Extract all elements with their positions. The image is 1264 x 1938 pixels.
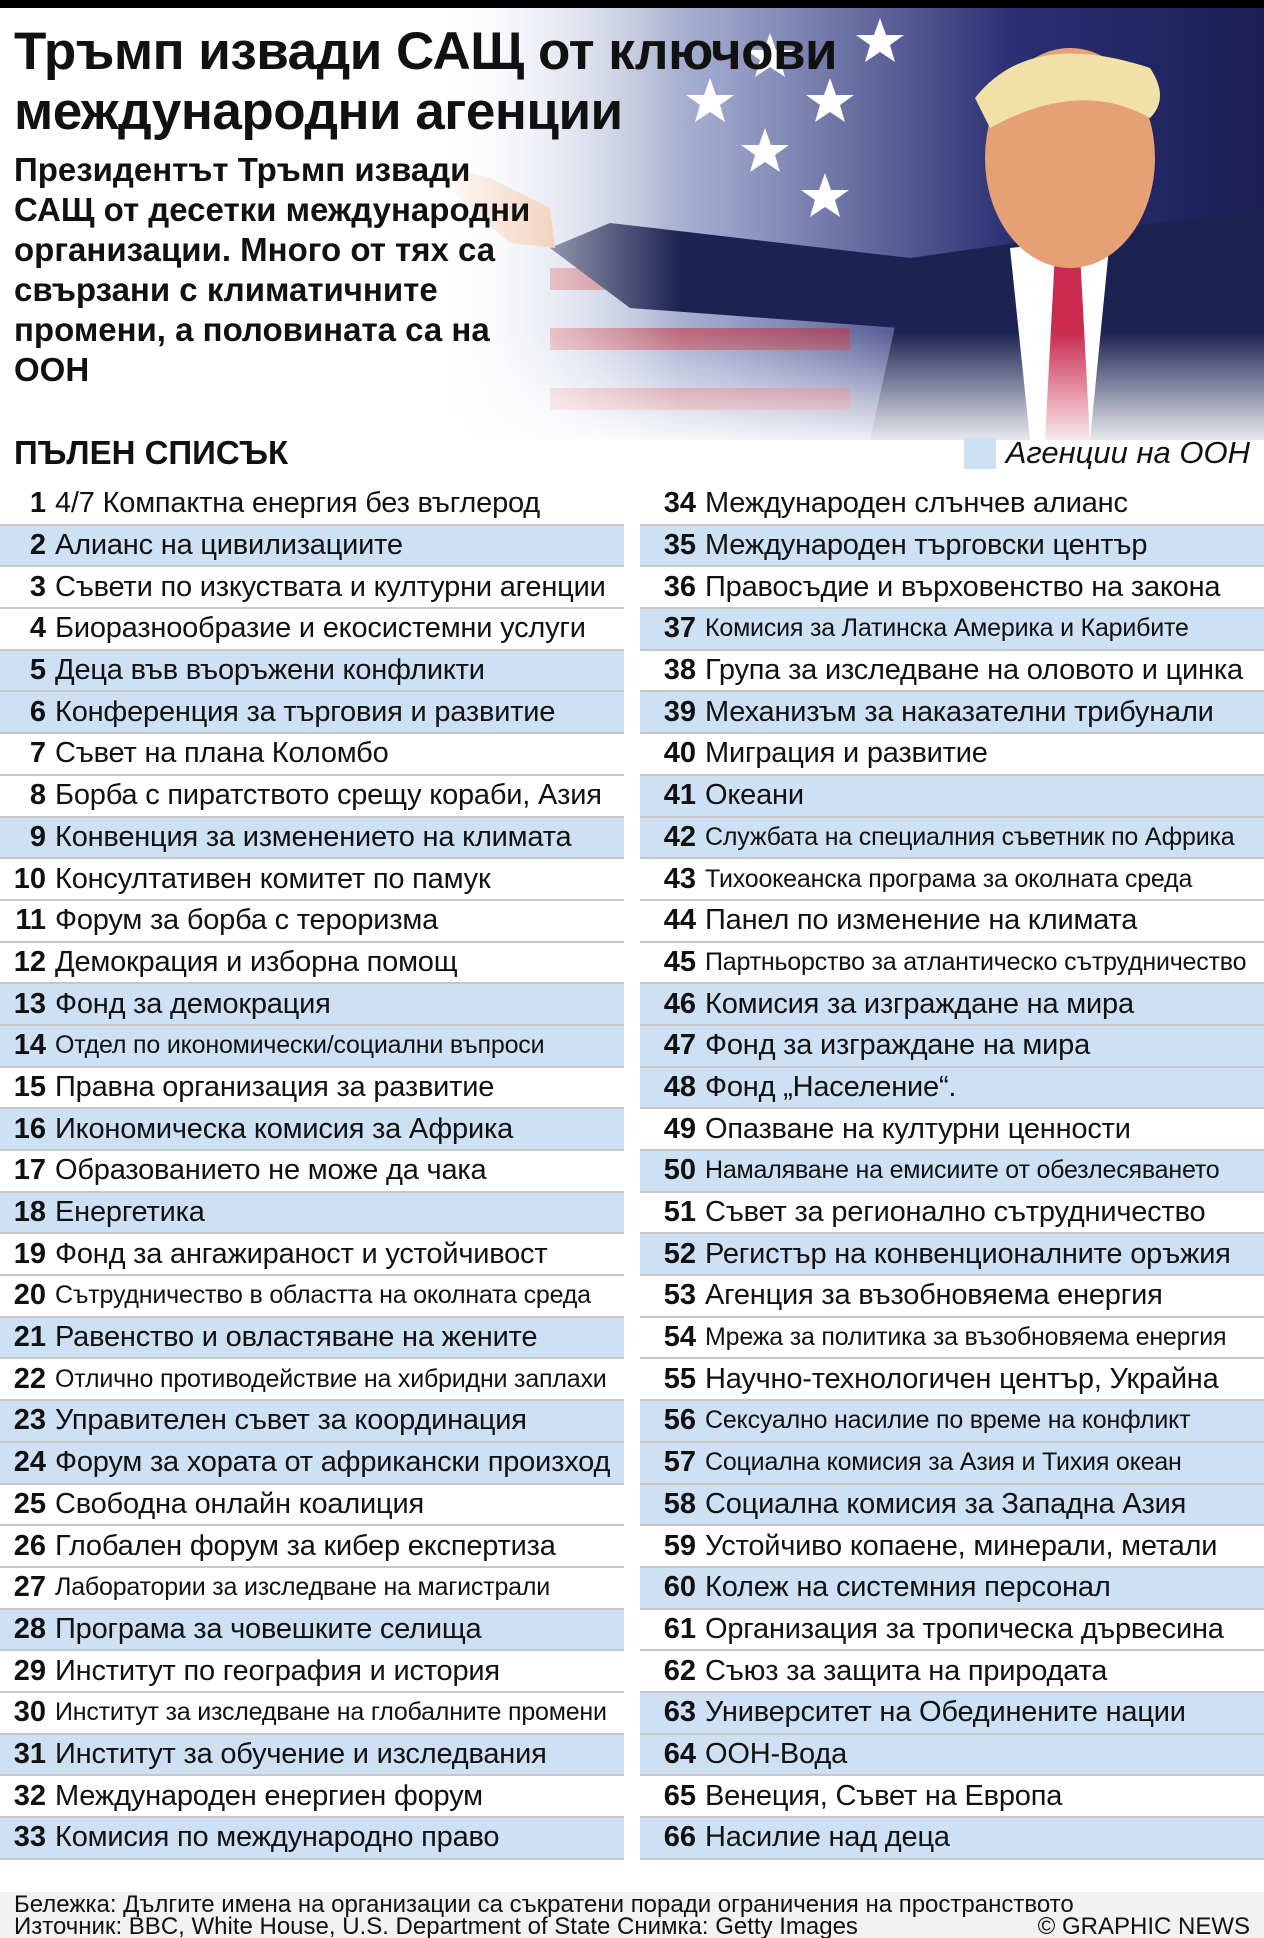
agency-number: 61 xyxy=(663,1612,696,1645)
agency-row xyxy=(0,776,624,818)
agency-number: 66 xyxy=(663,1821,696,1854)
agency-name: Международен търговски център xyxy=(705,529,1148,562)
agency-name: Правна организация за развитие xyxy=(55,1070,495,1103)
agency-number: 8 xyxy=(29,779,46,812)
agency-number: 9 xyxy=(29,820,46,853)
agency-name: Биоразнообразие и екосистемни услуги xyxy=(55,612,586,645)
agency-number: 40 xyxy=(663,737,696,770)
agency-name: Устойчиво копаене, минерали, метали xyxy=(705,1529,1218,1562)
agency-name: Съвет за регионално сътрудничество xyxy=(705,1196,1206,1229)
agency-number: 56 xyxy=(663,1404,696,1437)
agency-row xyxy=(0,1026,624,1068)
agency-number: 15 xyxy=(13,1070,46,1103)
agency-row xyxy=(640,526,1264,568)
agency-number: 13 xyxy=(13,987,46,1020)
legend xyxy=(964,432,1250,474)
agency-row xyxy=(0,818,624,860)
agency-number: 33 xyxy=(13,1821,46,1854)
agency-number: 62 xyxy=(663,1654,696,1687)
agency-number: 55 xyxy=(663,1362,696,1395)
agency-name: Институт по география и история xyxy=(55,1654,500,1687)
agency-name: Регистър на конвенционалните оръжия xyxy=(705,1237,1231,1270)
agency-name: Равенство и овластяване на жените xyxy=(55,1321,538,1354)
agency-name: Организация за тропическа дървесина xyxy=(705,1612,1224,1645)
agency-row xyxy=(640,1193,1264,1235)
agency-name: Конвенция за изменението на климата xyxy=(55,820,572,853)
agency-row xyxy=(640,1443,1264,1485)
agency-row xyxy=(0,1735,624,1777)
agency-number: 60 xyxy=(663,1571,696,1604)
agency-name: Службата на специалния съветник по Африка xyxy=(705,822,1235,851)
agency-row xyxy=(640,1693,1264,1735)
agency-name: Фонд за демокрация xyxy=(55,987,331,1020)
agency-name: Опазване на културни ценности xyxy=(705,1112,1131,1145)
agency-name: Образованието не може да чака xyxy=(55,1154,487,1187)
agency-name: Форум за борба с тероризма xyxy=(55,904,439,937)
list-heading: ПЪЛЕН СПИСЪК xyxy=(14,434,289,471)
agency-number: 21 xyxy=(13,1321,46,1354)
agency-number: 4 xyxy=(29,612,46,645)
agency-row xyxy=(640,1485,1264,1527)
agency-name: Консултативен комитет по памук xyxy=(55,862,491,895)
agency-name: Социална комисия за Западна Азия xyxy=(705,1487,1187,1520)
agency-number: 48 xyxy=(663,1070,696,1103)
agency-row xyxy=(0,1776,624,1818)
agency-name: Мрежа за политика за възобновяема енергия xyxy=(705,1323,1227,1352)
agency-name: Институт за изследване на глобалните промени xyxy=(55,1698,607,1727)
agency-number: 28 xyxy=(13,1612,46,1645)
agency-row xyxy=(0,859,624,901)
agency-number: 44 xyxy=(663,904,696,937)
agency-row xyxy=(0,1193,624,1235)
agency-number: 47 xyxy=(663,1029,696,1062)
agency-number: 7 xyxy=(29,737,46,770)
agency-row xyxy=(640,943,1264,985)
agency-number: 53 xyxy=(663,1279,696,1312)
agency-row xyxy=(0,1818,624,1860)
agency-name: Правосъдие и върховенство на закона xyxy=(705,570,1221,603)
agency-row xyxy=(0,1401,624,1443)
agency-name: Група за изследване на оловото и цинка xyxy=(705,654,1243,687)
agency-name: Съвет на плана Коломбо xyxy=(55,737,389,770)
agency-name: Агенция за възобновяема енергия xyxy=(705,1279,1163,1312)
agency-number: 42 xyxy=(663,820,696,853)
agency-name: Океани xyxy=(705,779,804,812)
agency-number: 30 xyxy=(13,1696,46,1729)
agency-number: 17 xyxy=(13,1154,46,1187)
agency-row xyxy=(0,984,624,1026)
agency-number: 45 xyxy=(663,945,696,978)
agency-name: Борба с пиратството срещу кораби, Азия xyxy=(55,779,602,812)
footer-copyright: © GRAPHIC NEWS xyxy=(1037,1913,1250,1938)
agency-number: 52 xyxy=(663,1237,696,1270)
headline: Тръмп извади САЩ от ключови международни агенции xyxy=(14,22,838,141)
agency-number: 43 xyxy=(663,862,696,895)
agency-number: 2 xyxy=(29,529,46,562)
agency-row xyxy=(0,1359,624,1401)
agency-row xyxy=(640,859,1264,901)
agency-number: 3 xyxy=(29,570,46,603)
agency-name: 4/7 Компактна енергия без въглерод xyxy=(55,487,541,520)
agency-number: 63 xyxy=(663,1696,696,1729)
agency-row xyxy=(640,1276,1264,1318)
deck: Президентът Тръмп извади САЩ от десетки международни организации. Много от тях са свързани с климатичните промени, а половината са на ООН xyxy=(14,151,531,388)
agency-name: Университет на Обединените нации xyxy=(705,1696,1186,1729)
agency-row xyxy=(640,1776,1264,1818)
agency-row xyxy=(0,526,624,568)
agency-row xyxy=(0,567,624,609)
agency-name: Управителен съвет за координация xyxy=(55,1404,527,1437)
agency-name: Конференция за търговия и развитие xyxy=(55,695,556,728)
agency-number: 35 xyxy=(663,529,696,562)
agency-number: 14 xyxy=(13,1029,46,1062)
agency-number: 29 xyxy=(13,1654,46,1687)
agency-row xyxy=(0,1568,624,1610)
agency-number: 51 xyxy=(663,1196,696,1229)
agency-number: 32 xyxy=(13,1779,46,1812)
agency-row xyxy=(0,1068,624,1110)
agency-name: Фонд за ангажираност и устойчивост xyxy=(55,1237,548,1270)
agency-number: 11 xyxy=(15,904,46,937)
agency-row xyxy=(0,1234,624,1276)
agency-row xyxy=(640,734,1264,776)
agency-row xyxy=(640,1818,1264,1860)
agency-row xyxy=(640,1109,1264,1151)
agency-row xyxy=(640,818,1264,860)
agency-name: Венеция, Съвет на Европа xyxy=(705,1779,1063,1812)
agency-row xyxy=(640,1610,1264,1652)
agency-row xyxy=(640,692,1264,734)
agency-row xyxy=(0,734,624,776)
agency-name: Деца във въоръжени конфликти xyxy=(55,654,485,687)
agency-number: 25 xyxy=(13,1487,46,1520)
agency-number: 31 xyxy=(13,1737,46,1770)
top-rule xyxy=(0,0,1264,8)
agency-name: Научно-технологичен център, Украйна xyxy=(705,1362,1219,1395)
agency-number: 57 xyxy=(663,1446,696,1479)
agency-number: 26 xyxy=(13,1529,46,1562)
agency-number: 5 xyxy=(29,654,46,687)
agency-row xyxy=(640,1318,1264,1360)
agency-number: 20 xyxy=(13,1279,46,1312)
agency-name: ООН-Вода xyxy=(705,1737,847,1770)
agency-name: Сексуално насилие по време на конфликт xyxy=(705,1406,1191,1435)
agency-row xyxy=(640,484,1264,526)
agency-name: Икономическа комисия за Африка xyxy=(55,1112,514,1145)
agency-number: 39 xyxy=(663,695,696,728)
agency-number: 10 xyxy=(13,862,46,895)
legend-swatch xyxy=(964,437,996,469)
agency-list-left xyxy=(0,484,624,1860)
agency-row xyxy=(640,1651,1264,1693)
agency-number: 27 xyxy=(13,1571,46,1604)
agency-name: Енергетика xyxy=(55,1196,205,1229)
agency-row xyxy=(640,567,1264,609)
agency-number: 59 xyxy=(663,1529,696,1562)
agency-name: Комисия за изграждане на мира xyxy=(705,987,1134,1020)
agency-row xyxy=(0,1443,624,1485)
agency-row xyxy=(0,651,624,693)
agency-name: Фонд за изграждане на мира xyxy=(705,1029,1091,1062)
agency-row xyxy=(640,1151,1264,1193)
agency-name: Фонд „Население“. xyxy=(705,1070,957,1103)
agency-number: 36 xyxy=(663,570,696,603)
agency-row xyxy=(0,1151,624,1193)
agency-number: 46 xyxy=(663,987,696,1020)
agency-number: 65 xyxy=(663,1779,696,1812)
agency-number: 58 xyxy=(663,1487,696,1520)
agency-name: Социална комисия за Азия и Тихия океан xyxy=(705,1448,1182,1477)
agency-number: 64 xyxy=(663,1737,696,1770)
agency-row xyxy=(0,1276,624,1318)
agency-number: 34 xyxy=(663,487,696,520)
agency-row xyxy=(640,1068,1264,1110)
agency-row xyxy=(640,776,1264,818)
agency-name: Миграция и развитие xyxy=(705,737,988,770)
agency-name: Отлично противодействие на хибридни заплахи xyxy=(55,1364,607,1393)
agency-name: Глобален форум за кибер експертиза xyxy=(55,1529,556,1562)
agency-row xyxy=(640,609,1264,651)
agency-name: Институт за обучение и изследвания xyxy=(55,1737,547,1770)
agency-name: Международен слънчев алианс xyxy=(705,487,1128,520)
agency-row xyxy=(0,692,624,734)
agency-name: Насилие над деца xyxy=(705,1821,950,1854)
agency-row xyxy=(0,1526,624,1568)
agency-name: Отдел по икономически/социални въпроси xyxy=(55,1031,545,1060)
footer-source: Източник: BBC, White House, U.S. Department of State Снимка: Getty Images xyxy=(14,1913,858,1938)
agency-number: 50 xyxy=(663,1154,696,1187)
agency-name: Международен енергиен форум xyxy=(55,1779,483,1812)
agency-name: Намаляване на емисиите от обезлесяването xyxy=(705,1156,1220,1185)
agency-name: Тихоокеанска програма за околната среда xyxy=(705,864,1193,893)
agency-row xyxy=(0,943,624,985)
agency-row xyxy=(0,1610,624,1652)
agency-number: 22 xyxy=(13,1362,46,1395)
agency-number: 37 xyxy=(663,612,696,645)
agency-row xyxy=(0,609,624,651)
agency-number: 18 xyxy=(13,1196,46,1229)
agency-name: Форум за хората от африкански произход xyxy=(55,1446,611,1479)
agency-row xyxy=(640,1401,1264,1443)
agency-name: Партньорство за атлантическо сътрудничество xyxy=(705,947,1247,976)
agency-row xyxy=(640,1026,1264,1068)
agency-number: 12 xyxy=(13,945,46,978)
agency-row xyxy=(640,651,1264,693)
agency-name: Комисия по международно право xyxy=(55,1821,500,1854)
agency-number: 24 xyxy=(13,1446,46,1479)
agency-row xyxy=(640,1359,1264,1401)
agency-number: 41 xyxy=(663,779,696,812)
agency-name: Лаборатории за изследване на магистрали xyxy=(55,1573,551,1602)
agency-name: Механизъм за наказателни трибунали xyxy=(705,695,1214,728)
agency-name: Съюз за защита на природата xyxy=(705,1654,1108,1687)
agency-row xyxy=(640,1735,1264,1777)
agency-list-right xyxy=(640,484,1264,1860)
agency-row xyxy=(0,1651,624,1693)
agency-number: 49 xyxy=(663,1112,696,1145)
agency-name: Съвети по изкуствата и културни агенции xyxy=(55,570,606,603)
agency-row xyxy=(0,1485,624,1527)
agency-row xyxy=(0,484,624,526)
agency-number: 16 xyxy=(13,1112,46,1145)
agency-number: 1 xyxy=(29,487,46,520)
agency-name: Свободна онлайн коалиция xyxy=(55,1487,424,1520)
agency-number: 38 xyxy=(663,654,696,687)
agency-number: 19 xyxy=(13,1237,46,1270)
agency-row xyxy=(0,1109,624,1151)
agency-number: 23 xyxy=(13,1404,46,1437)
agency-row xyxy=(0,1693,624,1735)
agency-name: Панел по изменение на климата xyxy=(705,904,1138,937)
legend-label: Агенции на ООН xyxy=(1005,435,1250,470)
footer-note: Бележка: Дългите имена на организации са съкратени поради ограничения на пространството xyxy=(14,1891,1074,1918)
agency-row xyxy=(640,984,1264,1026)
agency-number: 54 xyxy=(663,1321,696,1354)
agency-name: Колеж на системния персонал xyxy=(705,1571,1111,1604)
agency-name: Програма за човешките селища xyxy=(55,1612,482,1645)
agency-name: Комисия за Латинска Америка и Карибите xyxy=(705,614,1189,643)
agency-name: Алианс на цивилизациите xyxy=(55,529,403,562)
agency-row xyxy=(640,1234,1264,1276)
agency-name: Сътрудничество в областта на околната среда xyxy=(55,1281,591,1310)
agency-row xyxy=(0,1318,624,1360)
agency-name: Демокрация и изборна помощ xyxy=(55,945,458,978)
agency-row xyxy=(640,1568,1264,1610)
agency-row xyxy=(640,901,1264,943)
agency-row xyxy=(0,901,624,943)
agency-number: 6 xyxy=(29,695,46,728)
agency-row xyxy=(640,1526,1264,1568)
